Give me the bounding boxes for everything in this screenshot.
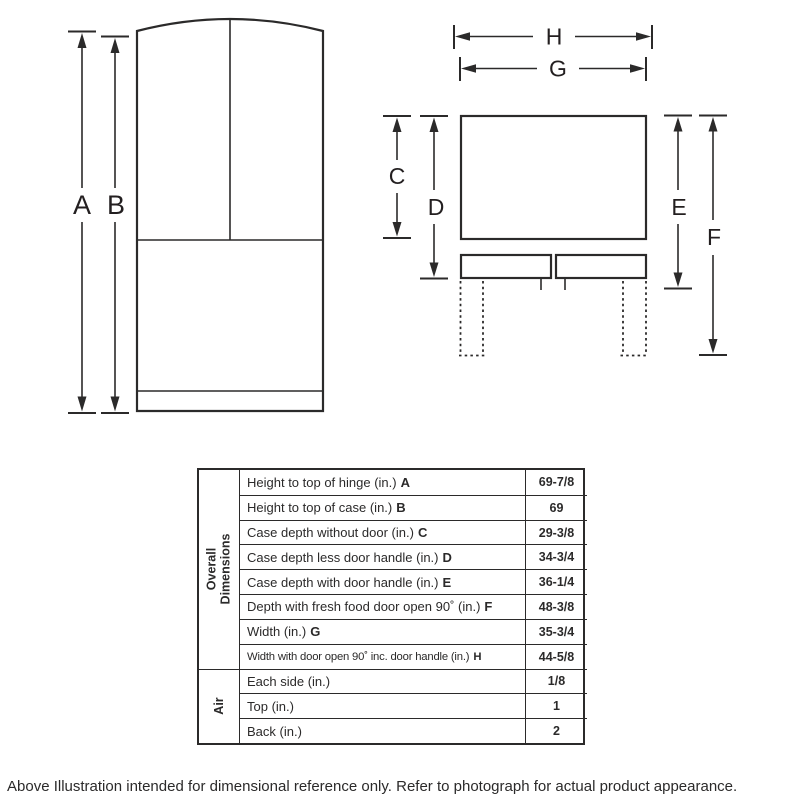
spec-label: Top (in.): [239, 693, 525, 718]
spec-label: Case depth less door handle (in.) D: [239, 544, 525, 569]
front-view-diagram: [68, 19, 323, 413]
spec-label: Depth with fresh food door open 90˚ (in.) F: [239, 594, 525, 619]
spec-value: 1: [525, 693, 587, 718]
spec-label: Height to top of hinge (in.) A: [239, 470, 525, 495]
dim-arrow-g: [460, 56, 646, 82]
dim-arrow-d: [420, 116, 448, 279]
disclaimer-text: Above Illustration intended for dimensional reference only. Refer to photograph for actual product appearance.: [7, 778, 738, 795]
open-door-dashed-left: [459, 281, 486, 356]
group-label-air: Air: [199, 669, 239, 743]
dim-label-f: F: [706, 224, 722, 250]
dim-label-a: A: [72, 190, 92, 220]
dim-label-d: D: [427, 194, 445, 220]
spec-value: 2: [525, 718, 587, 743]
right-door-outline: [556, 255, 646, 278]
spec-label: Back (in.): [239, 718, 525, 743]
dim-arrow-c: [383, 116, 411, 238]
spec-label: Width with door open 90˚ inc. door handle (in.) H: [239, 644, 525, 669]
spec-label: Case depth without door (in.) C: [239, 520, 525, 545]
dim-arrow-b: [101, 37, 129, 414]
spec-value: 48-3/8: [525, 594, 587, 619]
spec-value: 29-3/8: [525, 520, 587, 545]
open-door-dashed-right: [621, 281, 649, 356]
dim-arrow-e: [664, 116, 692, 289]
dim-label-c: C: [388, 163, 406, 189]
spec-value: 1/8: [525, 669, 587, 694]
spec-value: 44-5/8: [525, 644, 587, 669]
spec-label: Width (in.) G: [239, 619, 525, 644]
group-label-overall-dimensions: Overall Dimensions: [204, 533, 233, 605]
spec-value: 36-1/4: [525, 569, 587, 594]
spec-value: 69: [525, 495, 587, 520]
spec-label: Height to top of case (in.) B: [239, 495, 525, 520]
dim-label-g: G: [549, 55, 567, 82]
dim-arrow-h: [454, 24, 652, 50]
spec-label: Case depth with door handle (in.) E: [239, 569, 525, 594]
spec-value: 34-3/4: [525, 544, 587, 569]
left-door-outline: [461, 255, 551, 278]
dim-label-b: B: [106, 190, 126, 220]
dim-label-e: E: [671, 194, 687, 220]
dim-arrow-a: [68, 32, 96, 414]
dim-arrow-f: [699, 116, 727, 356]
spec-value: 69-7/8: [525, 470, 587, 495]
spec-value: 35-3/4: [525, 619, 587, 644]
top-view-diagram: [383, 24, 727, 356]
dim-label-h: H: [545, 23, 563, 50]
case-outline: [461, 116, 646, 239]
spec-label: Each side (in.): [239, 669, 525, 694]
dimensions-table: [197, 468, 585, 745]
